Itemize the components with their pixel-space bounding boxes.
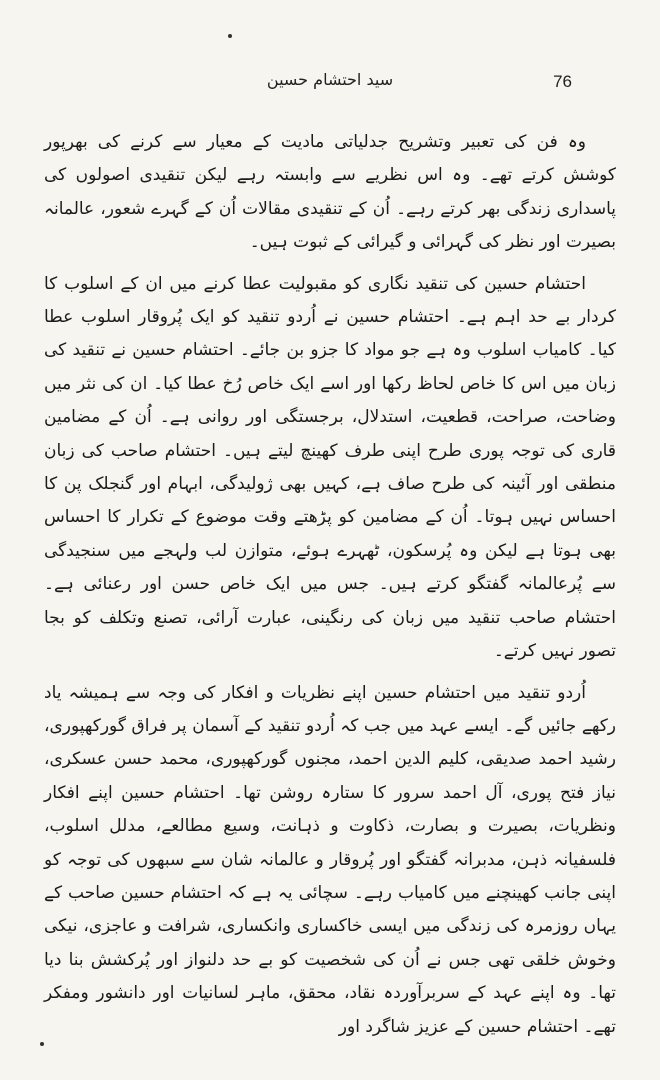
ink-dot [228, 34, 232, 38]
page-number: 76 [553, 72, 572, 91]
paragraph-3: اُردو تنقید میں احتشام حسین اپنے نظریات و افکار کی وجہ سے ہمیشہ یاد رکھے جائیں گے۔ ایسے عہد میں جب کہ اُردو تنقید کے آسمان پر فراق گورکھپوری، رشید احمد صدیقی، کلیم الدین احمد، مجنوں گورکھپوری، محمد حسن عسکری، نیاز فتح پوری، آل احمد سرور کا ستارہ روشن تھا۔ احتشام حسین اپنے افکار ونظریات، بصیرت و بصارت، ذکاوت و ذہانت، وسیع مطالعے، مدلل اسلوب، فلسفیانہ ذہن، مدبرانہ گفتگو اور پُروقار و عالمانہ شان سے سبھوں کی توجہ کو اپنی جانب کھینچنے میں کامیاب رہے۔ سچائی یہ ہے کہ احتشام حسین صاحب کے یہاں روزمرہ کی زندگی میں ایسی خاکساری وانکساری، شرافت و عاجزی، نیکی وخوش خلقی تھی جس نے اُن کی شخصیت کو بے حد دلنواز اور پُرکشش بنا دیا تھا۔ وہ اپنے عہد کے سربرآوردہ نقاد، محقق، ماہر لسانیات اور دانشور ومفکر تھے۔ احتشام حسین کے عزیز شاگرد اور [44, 682, 616, 1037]
page-header [60, 70, 600, 100]
paragraph-1: وہ فن کی تعبیر وتشریح جدلیاتی مادیت کے معیار سے کرنے کی بھرپور کوشش کرتے تھے۔ وہ اس نظریے سے وابستہ رہے لیکن تنقیدی اصولوں کی پاسداری زندگی بھر کرتے رہے۔ اُن کے تنقیدی مقالات اُن کے گہرے شعور، عالمانہ بصیرت اور نظر کی گہرائی و گیرائی کے ثبوت ہیں۔ [44, 132, 616, 253]
running-title: سید احتشام حسین [266, 70, 394, 89]
body-text [44, 126, 616, 1044]
paragraph-2: احتشام حسین کی تنقید نگاری کو مقبولیت عطا کرنے میں ان کے اسلوب کا کردار بے حد اہم ہے۔ احتشام حسین نے اُردو تنقید کو ایک پُروقار اسلوب عطا کیا۔ کامیاب اسلوب وہ ہے جو مواد کا جزو بن جائے۔ احتشام حسین نے تنقید کی زبان میں اس کا خاص لحاظ رکھا اور اسے ایک خاص رُخ عطا کیا۔ ان کی نثر میں وضاحت، صراحت، قطعیت، استدلال، برجستگی اور روانی ہے۔ اُن کے مضامین قاری کی توجہ پوری طرح اپنی طرف کھینچ لیتے ہیں۔ احتشام صاحب کی زبان منطقی اور آئینہ کی طرح صاف ہے، کہیں بھی ژولیدگی، ابہام اور گنجلک پن کا احساس نہیں ہوتا۔ اُن کے مضامین کو پڑھتے وقت موضوع کے تکرار کا احساس بھی ہوتا ہے لیکن وہ پُرسکون، ٹھہرے ہوئے، متوازن لب ولہجے میں سنجیدگی سے پُرعالمانہ گفتگو کرتے ہیں۔ جس میں ایک خاص حسن اور رعنائی ہے۔ احتشام صاحب تنقید میں زبان کی رنگینی، عبارت آرائی، تصنع وتکلف کو بجا تصور نہیں کرتے۔ [44, 273, 616, 662]
ink-dot [40, 1042, 44, 1046]
